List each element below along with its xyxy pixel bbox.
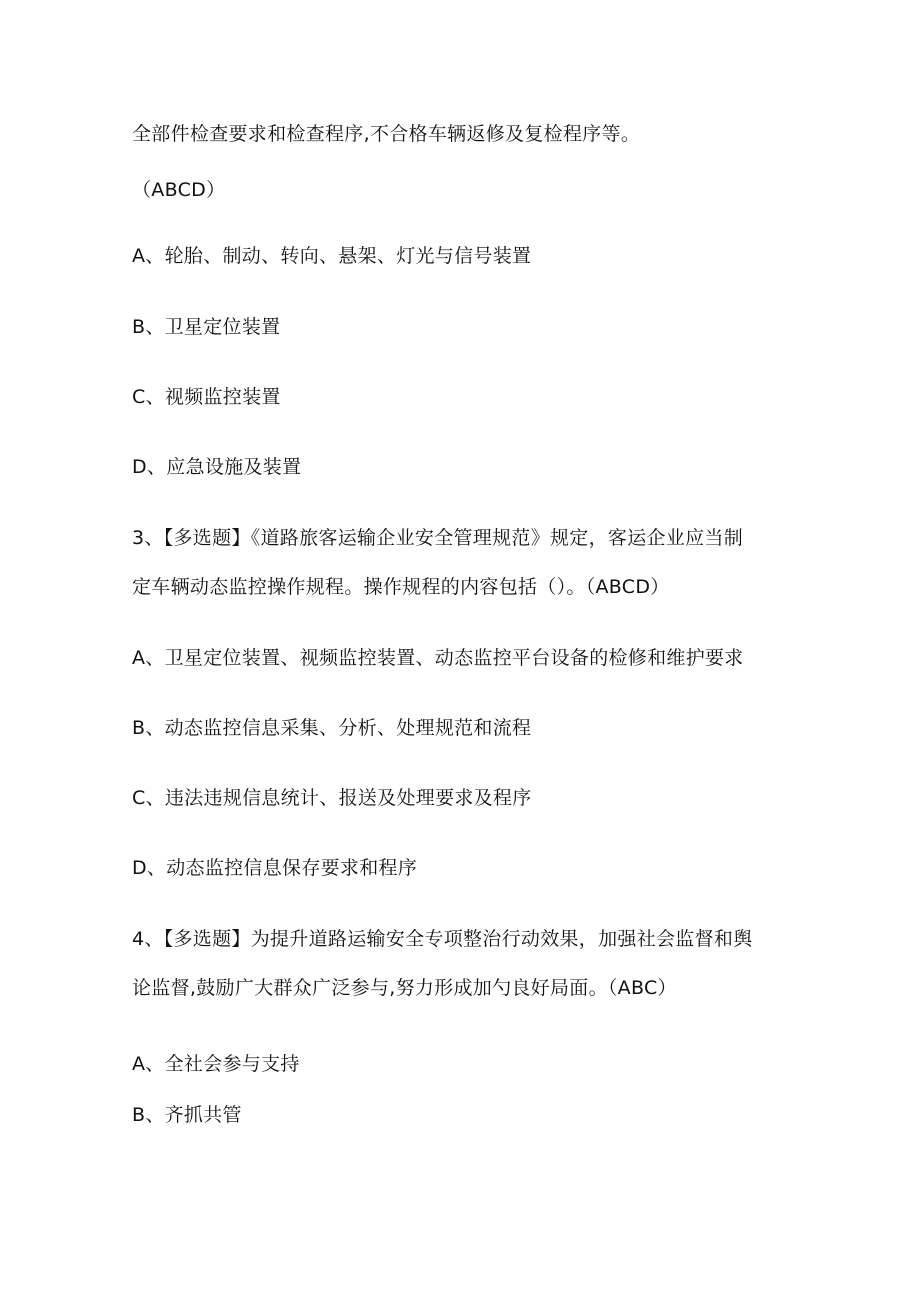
question-3-option-a: A、卫星定位装置、视频监控装置、动态监控平台设备的检修和维护要求	[132, 647, 744, 669]
question-2-option-a: A、轮胎、制动、转向、悬架、灯光与信号装置	[132, 245, 532, 267]
question-3-text-continued: 定车辆动态监控操作规程。操作规程的内容包括（）。（ABCD）	[132, 576, 670, 598]
question-4-text-continued: 论监督,鼓励广大群众广泛参与,努力形成加勺良好局面。（ABC）	[132, 977, 677, 999]
question-3-option-d: D、动态监控信息保存要求和程序	[132, 857, 418, 879]
question-2-option-d: D、应急设施及装置	[132, 456, 302, 478]
question-3-option-b: B、动态监控信息采集、分析、处理规范和流程	[132, 717, 532, 739]
question-4-option-a: A、全社会参与支持	[132, 1053, 300, 1075]
question-4-text: 4、【多选题】为提升道路运输安全专项整治行动效果，加强社会监督和舆	[132, 928, 753, 950]
question-3-option-c: C、违法违规信息统计、报送及处理要求及程序	[132, 787, 532, 809]
question-4-option-b: B、齐抓共管	[132, 1104, 242, 1126]
question-2-option-c: C、视频监控装置	[132, 386, 281, 408]
question-2-text-continued: 全部件检查要求和检查程序,不合格车辆返修及复检程序等。	[132, 123, 641, 145]
question-3-text: 3、【多选题】《道路旅客运输企业安全管理规范》规定，客运企业应当制	[132, 527, 743, 549]
question-2-answer: （ABCD）	[132, 179, 226, 201]
question-2-option-b: B、卫星定位装置	[132, 316, 281, 338]
